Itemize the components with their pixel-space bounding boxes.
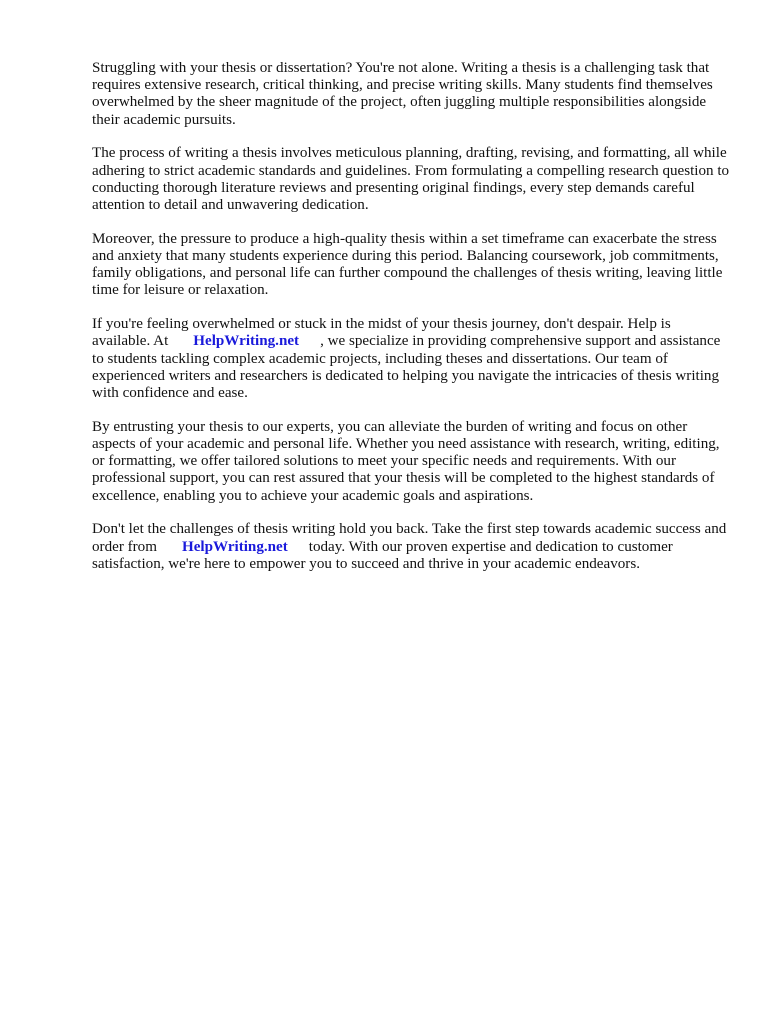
paragraph-pressure: Moreover, the pressure to produce a high-quality thesis within a set timeframe can exacerbate the stress and anxiety that many students experience during this period. Balancing coursework, job commitments, family obligations, and personal life can further compound the challenges of thesis writing, leaving little time for leisure or relaxation. [92,230,723,299]
document-page [92,60,732,590]
paragraph-cta-text-before: Don't let the challenges of thesis writing hold you back. Take the first step towards academic success and order from [92,521,727,555]
paragraph-cta [92,521,732,573]
paragraph-intro: Struggling with your thesis or dissertation? You're not alone. Writing a thesis is a challenging task that requires extensive research, critical thinking, and precise writing skills. Many students find themselves overwhelmed by the sheer magnitude of the project, often juggling multiple responsibilities alongside their academic pursuits. [92,60,713,128]
paragraph-experts: By entrusting your thesis to our experts, you can alleviate the burden of writing and focus on other aspects of your academic and personal life. Whether you need assistance with research, writing, editing, or formatting, we offer tailored solutions to meet your specific needs and requirements. With our professional support, you can rest assured that your thesis will be completed to the highest standards of excellence, enabling you to achieve your academic goals and aspirations. [92,418,720,504]
paragraph-help [92,316,732,402]
paragraph-help-text-before: If you're feeling overwhelmed or stuck in the midst of your thesis journey, don't despair. Help is available. At [92,316,671,350]
helpwriting-link[interactable]: HelpWriting.net [193,333,300,350]
paragraph-cta-text-after: today. With our proven expertise and dedication to customer satisfaction, we're here to empower you to succeed and thrive in your academic endeavors. [92,538,673,572]
paragraph-process: The process of writing a thesis involves meticulous planning, drafting, revising, and formatting, all while adhering to strict academic standards and guidelines. From formulating a compelling research question to conducting thorough literature reviews and presenting original findings, every step demands careful attention to detail and unwavering dedication. [92,145,730,214]
helpwriting-link-order[interactable]: HelpWriting.net [181,538,288,555]
paragraph-help-text-after: , we specialize in providing comprehensive support and assistance to students tackling complex academic projects, including theses and dissertations. Our team of experienced writers and researchers is dedicated to helping you navigate the intricacies of thesis writing with confidence and ease. [92,333,721,402]
